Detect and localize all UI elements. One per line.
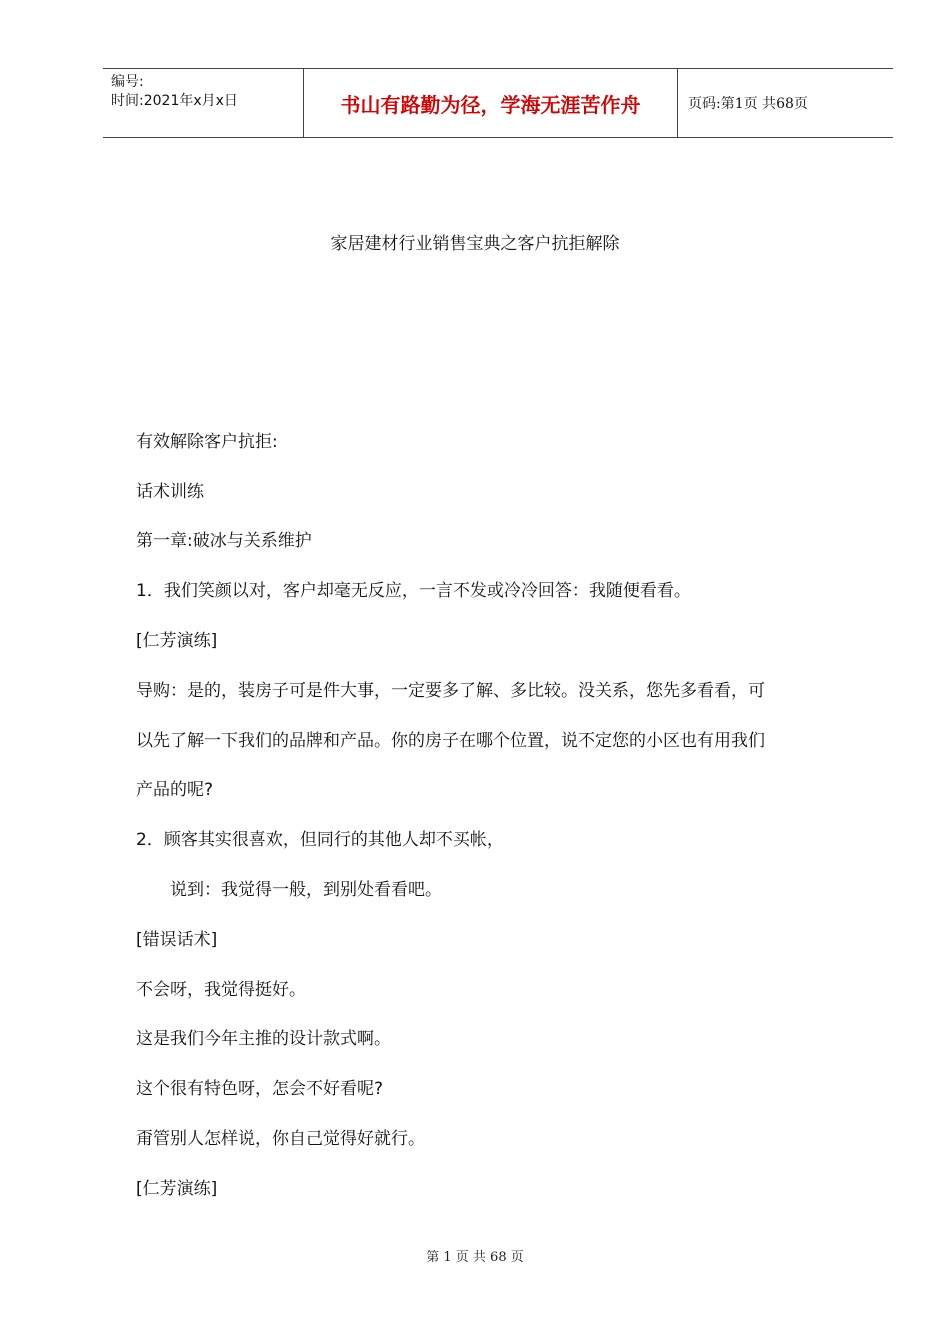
paragraph: 话术训练 — [136, 482, 204, 502]
section-tag: [错误话术] — [136, 930, 218, 950]
header-motto-cell — [304, 69, 678, 137]
paragraph: 说到：我觉得一般，到别处看看吧。 — [170, 880, 442, 900]
page-footer: 第 1 页 共 68 页 — [426, 1250, 524, 1265]
document-number-label: 编号: — [111, 74, 144, 90]
paragraph: 导购：是的，装房子可是件大事，一定要多了解、多比较。没关系，您先多看看，可 — [136, 681, 765, 701]
paragraph: 不会呀，我觉得挺好。 — [136, 980, 306, 1000]
paragraph: 以先了解一下我们的品牌和产品。你的房子在哪个位置，说不定您的小区也有用我们 — [136, 731, 765, 751]
page-header — [103, 68, 893, 138]
header-meta-cell — [103, 69, 304, 137]
paragraph: 1．我们笑颜以对，客户却毫无反应，一言不发或冷冷回答：我随便看看。 — [136, 581, 691, 601]
document-time-label: 时间:2021年x月x日 — [111, 93, 238, 109]
section-tag: [仁芳演练] — [136, 631, 218, 651]
header-page-cell — [678, 69, 893, 137]
header-motto: 书山有路勤为径，学海无涯苦作舟 — [340, 92, 641, 117]
section-tag: [仁芳演练] — [136, 1179, 218, 1199]
paragraph: 这个很有特色呀，怎会不好看呢? — [136, 1079, 384, 1099]
header-page-info: 页码:第1页 共68页 — [688, 96, 808, 112]
paragraph: 这是我们今年主推的设计款式啊。 — [136, 1029, 391, 1049]
paragraph: 2．顾客其实很喜欢，但同行的其他人却不买帐， — [136, 830, 504, 850]
paragraph: 甭管别人怎样说，你自己觉得好就行。 — [136, 1129, 425, 1149]
chapter-heading: 第一章:破冰与关系维护 — [136, 531, 312, 551]
paragraph: 产品的呢? — [136, 780, 214, 800]
document-title: 家居建材行业销售宝典之客户抗拒解除 — [330, 234, 620, 254]
paragraph: 有效解除客户抗拒: — [136, 432, 278, 452]
